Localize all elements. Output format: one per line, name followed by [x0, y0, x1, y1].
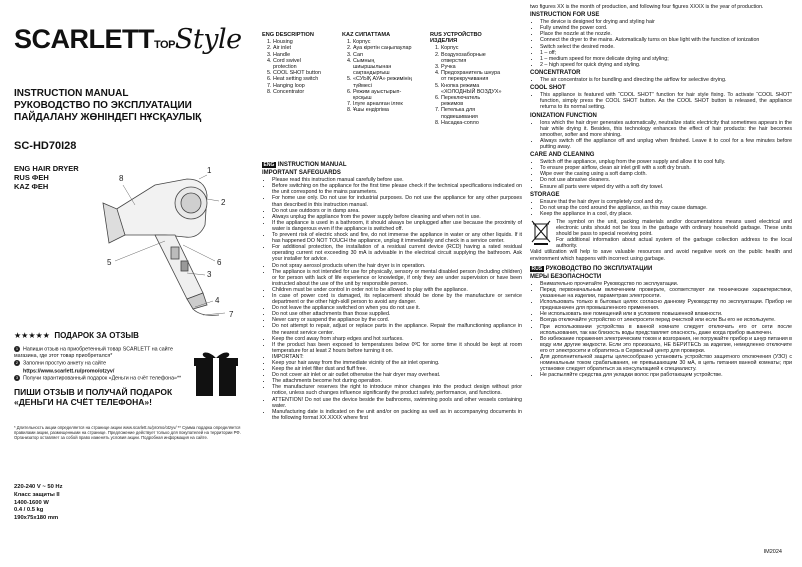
safeguard-item: • Never carry or suspend the appliance by the cord.	[272, 317, 522, 323]
label-6: 6	[217, 258, 222, 267]
eng-badge: ENG	[263, 162, 275, 168]
description-en-item: 7. Hanging loop	[273, 83, 326, 89]
description-ru-item: 7. Петелька для подвешивания	[441, 107, 502, 119]
description-ru	[430, 32, 502, 126]
rus-safety-item: • Внимательно прочитайте Руководство по эксплуатации.	[540, 281, 792, 287]
instruction-item: • Fully unwind the power cord.	[540, 25, 792, 31]
title-kz: ПАЙДАЛАНУ ЖӨНІНДЕГІ НҰСҚАУЛЫҚ	[14, 112, 202, 123]
label-7: 7	[229, 310, 234, 319]
review-step-text: Напиши отзыв на приобретенный товар SCARLETT на сайте магазина, где этот товар приобретался*	[14, 346, 173, 360]
safeguard-item: • If the product has been exposed to temperatures below 0ºC for some time it should be kept at room temperature for at least 2 hours before turning it on.	[272, 342, 522, 354]
manufacturing-date-note: two figures XX is the month of production, and following four figures XXXX is the year of production.	[530, 4, 764, 10]
rus-safety-item: • Во избежание поражения электрическим током и возгорания, не погружайте прибор и шнур питания в воду или другие жидкости. Если это произошло, НЕ БЕРИТЕСЬ за изделие, немедленно отключите его от электросети и обратитесь в Сервисный центр для проверки.	[540, 336, 792, 354]
description-ru-item: 6. Переключатель режимов	[441, 95, 502, 107]
care-item: • Do not use abrasive cleaners.	[540, 177, 792, 183]
storage-item: • Keep the appliance in a cool, dry place.	[540, 211, 792, 217]
right-column	[530, 4, 792, 378]
promo-url-link[interactable]: https://www.scarlett.ru/promo/otzyv/	[23, 368, 115, 375]
rus-safety-item: • Всегда отключайте устройство от электросети перед очисткой или если Вы его не используете.	[540, 317, 792, 323]
description-ru-item: 8. Насадка-сопло	[441, 120, 502, 126]
product-name-ru: RUS ФЕН	[14, 173, 49, 182]
storage-item: • Do not wrap the cord around the appliance, as this may cause damage.	[540, 205, 792, 211]
rus-safety-item: • Не распыляйте средства для укладки волос при работающем устройстве.	[540, 372, 792, 378]
label-2: 2	[221, 198, 226, 207]
review-header	[14, 325, 254, 343]
product-name-kz: KAZ ФЕН	[14, 182, 49, 191]
safeguard-item: • Manufacturing date is indicated on the unit and/or on packing as well as in accompanying documents in the following format XX.XXXX where first	[272, 409, 522, 421]
safeguard-item: • For home use only. Do not use for industrial purposes. Do not use the appliance for any other purposes than described in this instruction manual.	[272, 195, 522, 207]
description-ru-item: 1. Корпус	[441, 45, 502, 51]
ionization-item: • Ions which the hair dryer generates automatically, neutralize static electricity that sometimes appears in the hair while drying it. Besides, this technology enhances the effect of hair products: the hair becomes smoother, softer and more shining.	[540, 120, 792, 138]
review-promo	[14, 325, 254, 407]
description-kz	[342, 32, 414, 114]
instruction-for-use-title: INSTRUCTION FOR USE	[530, 12, 600, 19]
description-kz-item: 2. Ауа кіретін саңылаулар	[353, 45, 414, 51]
instruction-item: • 1 – off;	[540, 50, 792, 56]
safeguard-item: • Always unplug the appliance from the power supply before cleaning and when not in use.	[272, 214, 522, 220]
care-title: CARE AND CLEANING	[530, 152, 595, 159]
instruction-item: • 1 – medium speed for more delicate drying and styling;	[540, 56, 792, 62]
label-1: 1	[207, 166, 212, 175]
description-kz-item: 6. Режим ауыстырып-қосқыш	[353, 89, 414, 101]
brand-style: Style	[174, 24, 242, 55]
description-kz-item: 1. Корпус	[353, 39, 414, 45]
safeguard-item: • Before switching on the appliance for the first time please check if the technical specifications indicated on the unit correspond to the mains parameters.	[272, 183, 522, 195]
recycle-text-1: The symbol on the unit, packing materials and/or documentations means used electrical and electronic units should not be toss in the garbage with ordinary household garbage. These units should be pass to special receiving point.	[556, 219, 792, 238]
safeguard-item: • For additional protection, the installation of a residual current device (RCD) having a rated residual operating current not exceeding 30 mA is advisable in the electrical circuit supplying the bathroom. Ask your installer for advice.	[272, 244, 522, 262]
safeguard-item: • Keep the air inlet filter dust and fluff free.	[272, 366, 522, 372]
spec-power: 1400-1600 W	[14, 499, 49, 506]
model-number: SC-HD70I28	[14, 140, 77, 152]
crossed-bin-icon	[530, 219, 552, 245]
safeguards-list	[262, 177, 522, 421]
rus-safety-item: • Использовать только в бытовых целях согласно данному Руководству по эксплуатации. Прибор не предназначен для промышленного применения.	[540, 299, 792, 311]
brand-top: TOP	[154, 39, 175, 51]
description-en-item: 8. Concentrator	[273, 89, 326, 95]
review-step: 2 Заполни простую анкету на сайте	[15, 360, 107, 367]
safeguard-item: • In case of power cord is damaged, its replacement should be done by the manufacture or service department or the other high-skill person to avoid any danger.	[272, 293, 522, 305]
title-en: INSTRUCTION MANUAL	[14, 88, 129, 99]
concentrator-title: CONCENTRATOR	[530, 69, 581, 76]
description-en-item: 2. Air inlet	[273, 45, 326, 51]
title-ru: РУКОВОДСТВО ПО ЭКСПЛУАТАЦИИ	[14, 100, 192, 111]
description-kz-item: 3. Сап	[353, 52, 414, 58]
concentrator-item: • The air concentrator is for bundling and directing the airflow for selective drying.	[540, 77, 792, 83]
label-4: 4	[215, 296, 220, 305]
description-en	[262, 32, 326, 95]
description-ru-item: 3. Ручка	[441, 64, 502, 70]
description-kz-item: 5. «СУЫҚ АУА» режимінің түймесі	[353, 76, 414, 88]
storage-item: • Ensure that the hair dryer is completely cool and dry.	[540, 199, 792, 205]
label-5: 5	[107, 258, 112, 267]
description-kz-item: 7. Ілуге арналған ілгек	[353, 101, 414, 107]
description-ru-item: 2. Воздухозаборные отверстия	[441, 52, 502, 64]
safeguard-item: • IMPORTANT:	[272, 354, 522, 360]
care-item: • To ensure proper airflow, clean air inlet grill with a soft dry brush.	[540, 165, 792, 171]
description-en-item: 6. Heat setting switch	[273, 76, 326, 82]
description-kz-title: KAZ СИПАТТАМА	[342, 32, 391, 38]
spec-dimensions: 190x75x180 mm	[14, 515, 59, 522]
spec-weight: 0.4 / 0.5 kg	[14, 507, 44, 514]
safeguard-item: • Do not use outdoors or in damp area.	[272, 208, 522, 214]
instruction-item: • Place the nozzle at the nozzle.	[540, 31, 792, 37]
instruction-item: • The device is designed for drying and styling hair	[540, 19, 792, 25]
rating-stars-icon: ★★★★★	[14, 331, 50, 340]
recycle-text-2: For additional information about actual system of the garbage collection address to the local authority.	[556, 237, 792, 250]
instruction-item: • Switch select the desired mode.	[540, 44, 792, 50]
safeguard-item: • Do not leave the appliance switched on when you do not use it.	[272, 305, 522, 311]
ionization-title: IONIZATION FUNCTION	[530, 112, 597, 119]
description-kz-item: 4. Сымның шиыршылынан сақтандырғыш	[353, 58, 414, 77]
review-step	[14, 368, 186, 375]
rus-safety-item: • Перед первоначальным включением проверьте, соответствуют ли технические характеристики, указанные на изделии, параметрам электросети.	[540, 287, 792, 299]
safeguard-item: • ATTENTION! Do not use the device beside the bathrooms, swimming pools and other vessels containing water.	[272, 397, 522, 409]
care-item: • Switch off the appliance, unplug from the power supply and allow it to cool fully.	[540, 159, 792, 165]
care-item: • Ensure all parts were wiped dry with a soft dry towel.	[540, 184, 792, 190]
care-item: • Wipe over the casing using a soft damp cloth.	[540, 171, 792, 177]
storage-title: STORAGE	[530, 191, 560, 198]
brand-name: SCARLETT	[14, 24, 154, 54]
review-step-text: Заполни простую анкету на сайте	[23, 360, 107, 367]
description-en-item: 1. Housing	[273, 39, 326, 45]
label-8: 8	[119, 174, 124, 183]
coolshot-title: COOL SHOT	[530, 85, 566, 92]
instruction-item: • 2 – high speed for quick drying and styling.	[540, 62, 792, 68]
safeguard-item: • Keep the cord away from sharp edges and hot surfaces.	[272, 336, 522, 342]
review-footnote: * Длительность акции определяется на странице акции www.scarlett.ru/promo/otzyv/ ** Сумма подарка определяется правилами акции, размещенными на странице. Предложение действует только для покупателей на территории РФ. Организатор оставляет за собой право изменять условия акции. Подробная информация на сайте.	[14, 425, 241, 441]
hair-dryer-illustration	[103, 179, 219, 315]
safeguard-item: • Keep your hair away from the immediate vicinity of the air inlet opening.	[272, 360, 522, 366]
eng-instructions	[262, 160, 522, 421]
safeguard-item: • Children must be under control in order not to be allowed to play with the appliance.	[272, 287, 522, 293]
description-ru-item: 5. Кнопка режима «ХОЛОДНЫЙ ВОЗДУХ»	[441, 83, 502, 95]
safeguard-item: • Do not attempt to repair, adjust or replace parts in the appliance. Repair the malfunctioning appliance in the nearest service center.	[272, 323, 522, 335]
safeguard-item: • Do not spray aerosol products when the hair dryer is in operation.	[272, 263, 522, 269]
safeguards-title: IMPORTANT SAFEGUARDS	[262, 170, 341, 177]
safeguard-item: • The manufacturer reserves the right to introduce minor changes into the product design without prior notice, unless such changes influence significantly the product safety, performance, and functions.	[272, 384, 522, 396]
safeguard-item: • Please read this instruction manual carefully before use.	[272, 177, 522, 183]
manual-titles	[14, 88, 201, 124]
eng-instructions-heading	[262, 162, 522, 168]
safeguard-item: • Do not use other attachments than those supplied.	[272, 311, 522, 317]
recycle-text-3: Valid utilization will help to save valuable resources and avoid negative work on the public health and environment which happens with incorrect using garbage.	[530, 249, 792, 262]
description-kz-item: 8. Ұшы ендіргіма	[353, 107, 414, 113]
hair-dryer-diagram	[95, 165, 255, 320]
rus-safety-title: МЕРЫ БЕЗОПАСНОСТИ	[530, 273, 602, 280]
description-ru-title: RUS УСТРОЙСТВО ИЗДЕЛИЯ	[430, 32, 482, 45]
label-3: 3	[207, 270, 212, 279]
spec-class: Класс защиты II	[14, 491, 60, 498]
eng-instructions-title: INSTRUCTION MANUAL	[277, 162, 347, 168]
rus-safety-item: • Для дополнительной защиты целесообразно установить устройство защитного отключения (УЗО) с номинальным током срабатывания, не превышающим 30 мА, в цепь питания ванной комнаты; при установке следует обратиться за консультацией к специалисту.	[540, 354, 792, 372]
description-en-item: 4. Cord swivel protection	[273, 58, 326, 70]
rus-instructions-heading	[530, 266, 792, 272]
safeguard-item: • The appliance is not intended for use for physically, sensory or mental disabled person (including children) or for person with lack of life experience or knowledge, if only they are under supervision or have been instructed about the use of the unit by responsible person.	[272, 269, 522, 287]
brand-logo	[14, 24, 242, 55]
description-ru-item: 4. Предохранитель шнура от перекручивания	[441, 70, 502, 82]
safeguard-item: • The attachments become hot during operation.	[272, 378, 522, 384]
review-step-text: Получи гарантированный подарок «Деньги на счёт телефона»**	[23, 375, 182, 382]
review-step: 3 Получи гарантированный подарок «Деньги на счёт телефона»**	[15, 375, 182, 382]
product-names	[14, 164, 79, 191]
rus-badge: RUS	[531, 265, 543, 272]
description-en-item: 3. Handle	[273, 52, 326, 58]
product-name-en: ENG HAIR DRYER	[14, 164, 79, 173]
rus-instructions-title: РУКОВОДСТВО ПО ЭКСПЛУАТАЦИИ	[545, 265, 653, 272]
review-step: 1 Напиши отзыв на приобретенный товар SCARLETT на сайте магазина, где этот товар приобретался*	[14, 346, 173, 360]
safeguard-item: • To prevent risk of electric shock and fire, do not immerse the appliance in water or any other liquids. If it has happened DO NOT TOUCH the appliance, unplug it immediately and check in a service center.	[272, 232, 522, 244]
spec-voltage: 220-240 V ~ 50 Hz	[14, 484, 63, 490]
ionization-item: • Always switch off the appliance off and unplug when finished. Leave it to cool for a few minutes before putting away.	[540, 138, 792, 150]
rus-safety-item: • Не использовать вне помещений или в условиях повышенной влажности.	[540, 311, 792, 317]
recycle-block	[530, 219, 792, 249]
im-code: IM2024	[763, 549, 782, 555]
description-en-title: ENG DESCRIPTION	[262, 32, 314, 38]
safeguard-item: • If the appliance is used in a bathroom, it should always be unplugged after use because the proximity of water is dangerous even if the appliance is switched off.	[272, 220, 522, 232]
specifications	[14, 484, 63, 523]
review-title: ПОДАРОК ЗА ОТЗЫВ	[54, 331, 139, 340]
instruction-item: • Connect the dryer to the mains. Automatically turns on blue light with the function of ionization	[540, 37, 792, 43]
safeguard-item: • Do not cover air inlet or air outlet otherwise the hair dryer may overheat.	[272, 372, 522, 378]
rus-safety-item: • При использовании устройства в ванной комнате следует отключать его от сети после использования, так как близость воды представляет опасность, даже когда прибор выключен.	[540, 324, 792, 336]
gift-box-icon	[192, 346, 240, 398]
description-en-item: 5. COOL SHOT button	[273, 70, 326, 76]
coolshot-item: • This appliance is featured with “COOL SHOT” function for hair style fixing. To activate “COOL SHOT” function, simply press the COOL SHOT button. As the COOL SHOT button is released, the appliance returns to its normal setting.	[540, 92, 792, 110]
review-cta: ПИШИ ОТЗЫВ И ПОЛУЧАЙ ПОДАРОК «ДЕНЬГИ НА СЧЁТ ТЕЛЕФОНА»!	[14, 386, 173, 407]
